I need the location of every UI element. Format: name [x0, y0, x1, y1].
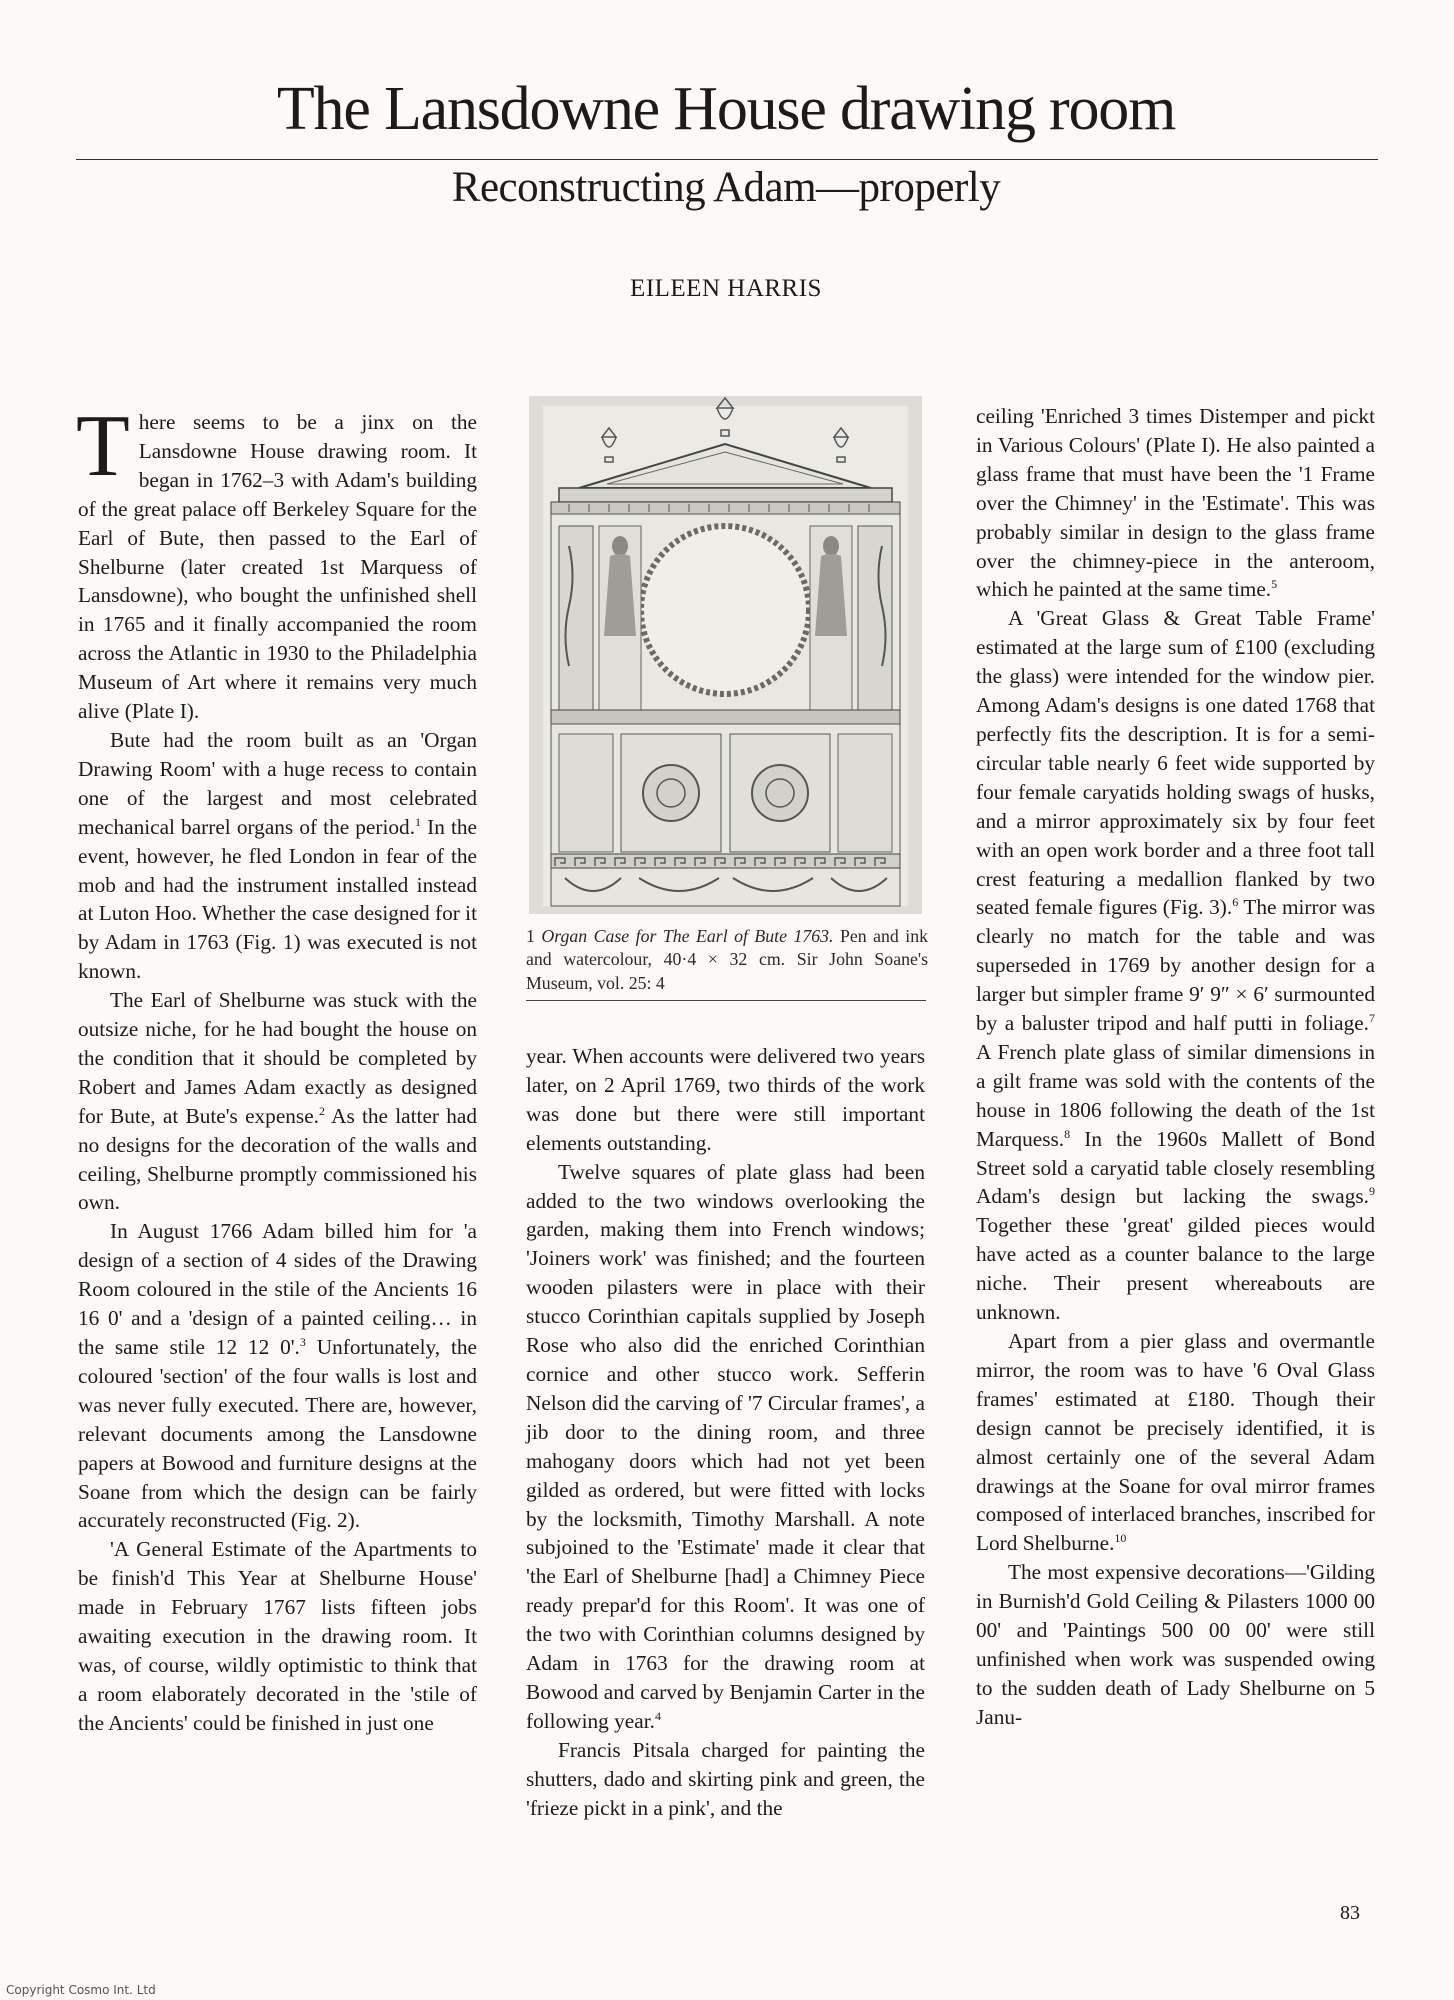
paragraph: The most expensive decorations—'Gilding in Burnish'd Gold Ceiling & Pilasters 1000 00 00' and 'Paintings 500 00 00' were still unfinished when work was suspended owing to the sudden death of Lady Shelburne on 5 Janu- [976, 1560, 1375, 1729]
figure-title: Organ Case for The Earl of Bute 1763. [541, 926, 834, 946]
paragraph: Twelve squares of plate glass had been added to the two windows overlooking the garden, making them into French windows; 'Joiners work' was finished; and the fourteen wooden pilasters were in place with their stucco Corinthian capitals supplied by Joseph Rose who also did the enriched Corinthian cornice and other stucco work. Sefferin Nelson did the carving of '7 Circular frames', a jib door to the dining room, and three mahogany doors which had not yet been gilded as ordered, but were fitted with locks by the locksmith, Timothy Marshall. A note subjoined to the 'Estimate' made it clear that 'the Earl of Shelburne [had] a Chimney Piece ready prepar'd for this Room'. It was one of the two with Corinthian columns designed by Adam in 1763 for the drawing room at Bowood and carved by Benjamin Carter in the following year.$^4$ [526, 1159, 925, 1733]
footnote-ref: 2 [319, 1103, 325, 1118]
column-left [76, 398, 477, 1738]
paragraph [76, 398, 477, 726]
column-middle [526, 1042, 925, 1822]
paragraph: Bute had the room built as an 'Organ Drawing Room' with a huge recess to contain one of the largest and most celebrated mechanical barrel organs of the period.$^1$ In the event, however, he fled London in fear of the mob and had the instrument installed instead at Luton Hoo. Whether the case designed for it by Adam in 1763 (Fig. 1) was executed is not known. [78, 727, 477, 984]
footnote-ref: 9 [1369, 1184, 1375, 1199]
page-number: 83 [1340, 1902, 1360, 1924]
figure-number: 1 [526, 926, 535, 946]
article-subtitle: Reconstructing Adam—properly [451, 164, 1001, 211]
paragraph: year. When accounts were delivered two years later, on 2 April 1769, two thirds of the work was done but there were still important elements outstanding. [526, 1044, 925, 1155]
footnote-ref: 4 [654, 1708, 661, 1723]
column-right [976, 402, 1375, 1732]
article-title: The Lansdowne House drawing room [276, 75, 1176, 143]
footnote-ref: 5 [1271, 577, 1278, 592]
title-rule [76, 159, 1378, 160]
paragraph: 'A General Estimate of the Apartments to be finish'd This Year at Shelburne House' made in February 1767 lists fifteen jobs awaiting execution in the drawing room. It was, of course, wildly optimistic to think that a room elaborately decorated in the 'stile of the Ancients' could be finished in just one [78, 1537, 477, 1735]
paragraph: ceiling 'Enriched 3 times Distemper and pickt in Various Colours' (Plate I). He also painted a glass frame that must have been the '1 Frame over the Chimney' in the 'Estimate'. This was probably similar in design to the glass frame over the chimney-piece in the anteroom, which he painted at the same time.$^5$ [976, 404, 1375, 602]
footnote-ref: 3 [299, 1334, 306, 1349]
paragraph: Francis Pitsala charged for painting the shutters, dado and skirting pink and green, the 'frieze pickt in a pink', and the [526, 1737, 925, 1820]
organ-case-illustration [529, 396, 922, 914]
footnote-ref: 7 [1369, 1010, 1375, 1025]
copyright-notice: Copyright Cosmo Int. Ltd [6, 1983, 156, 1997]
drop-cap: T [76, 398, 130, 495]
footnote-ref: 1 [415, 814, 422, 829]
footnote-ref: 6 [1232, 895, 1239, 910]
paragraph: The Earl of Shelburne was stuck with the outsize niche, for he had bought the house on the condition that it should be completed by Robert and James Adam exactly as designed for Bute, at Bute's expense.$^2$ As the latter had no designs for the decoration of the walls and ceiling, Shelburne promptly commissioned his own. [78, 988, 477, 1215]
paragraph: Apart from a pier glass and overmantle mirror, the room was to have '6 Oval Glass frames' estimated at £180. Though their design cannot be precisely identified, it is almost certainly one of the several Adam drawings at the Soane for oval mirror frames composed of interlaced branches, inscribed for Lord Shelburne.$^{10}$ [976, 1329, 1375, 1556]
footnote-ref: 10 [1114, 1531, 1127, 1546]
author-byline: EILEEN HARRIS [630, 275, 822, 302]
figure-description: Pen and ink and watercolour, 40·4 × 32 cm. Sir John Soane's Museum, vol. 25: 4 [526, 926, 928, 993]
figure-caption [526, 925, 928, 995]
paragraph: A 'Great Glass & Great Table Frame' estimated at the large sum of £100 (excluding the glass) were intended for the window pier. Among Adam's designs is one dated 1768 that perfectly fits the description. It is for a semi-circular table nearly 6 feet wide supported by four female caryatids holding swags of husks, and a mirror approximately six by four feet with an open work border and a three foot tall crest featuring a medallion flanked by two seated female figures (Fig. 3).$^6$ The mirror was clearly no match for the table and was superseded in 1769 by another design for a larger but simpler frame 9′ 9″ × 6′ surmounted by a baluster tripod and half putti in foliage.$^7$ A French plate glass of similar dimensions in a gilt frame was sold with the contents of the house in 1806 following the death of the 1st Marquess.$^8$ In the 1960s Mallett of Bond Street sold a caryatid table closely resembling Adam's design but lacking the swags.$^9$ Together these 'great' gilded pieces would have acted as a counter balance to the large niche. Their present whereabouts are unknown. [976, 606, 1375, 1325]
footnote-ref: 8 [1064, 1126, 1071, 1141]
paragraph-text: here seems to be a jinx on the Lansdowne House drawing room. It began in 1762–3 with Adam's building of the great palace off Berkeley Square for the Earl of Bute, then passed to the Earl of Shelburne (later created 1st Marquess of Lansdowne), who bought the unfinished shell in 1765 and it finally accompanied the room across the Atlantic in 1930 to the Philadelphia Museum of Art where it remains very much alive (Plate I). [78, 410, 477, 724]
caption-rule [526, 1000, 926, 1001]
paragraph: In August 1766 Adam billed him for 'a design of a section of 4 sides of the Drawing Room coloured in the stile of the Ancients 16 16 0' and a 'design of a painted ceiling… in the same stile 12 12 0'.$^3$ Unfortunately, the coloured 'section' of the four walls is lost and was never fully executed. There are, however, relevant documents among the Lansdowne papers at Bowood and furniture designs at the Soane from which the design can be fairly accurately reconstructed (Fig. 2). [78, 1219, 477, 1533]
